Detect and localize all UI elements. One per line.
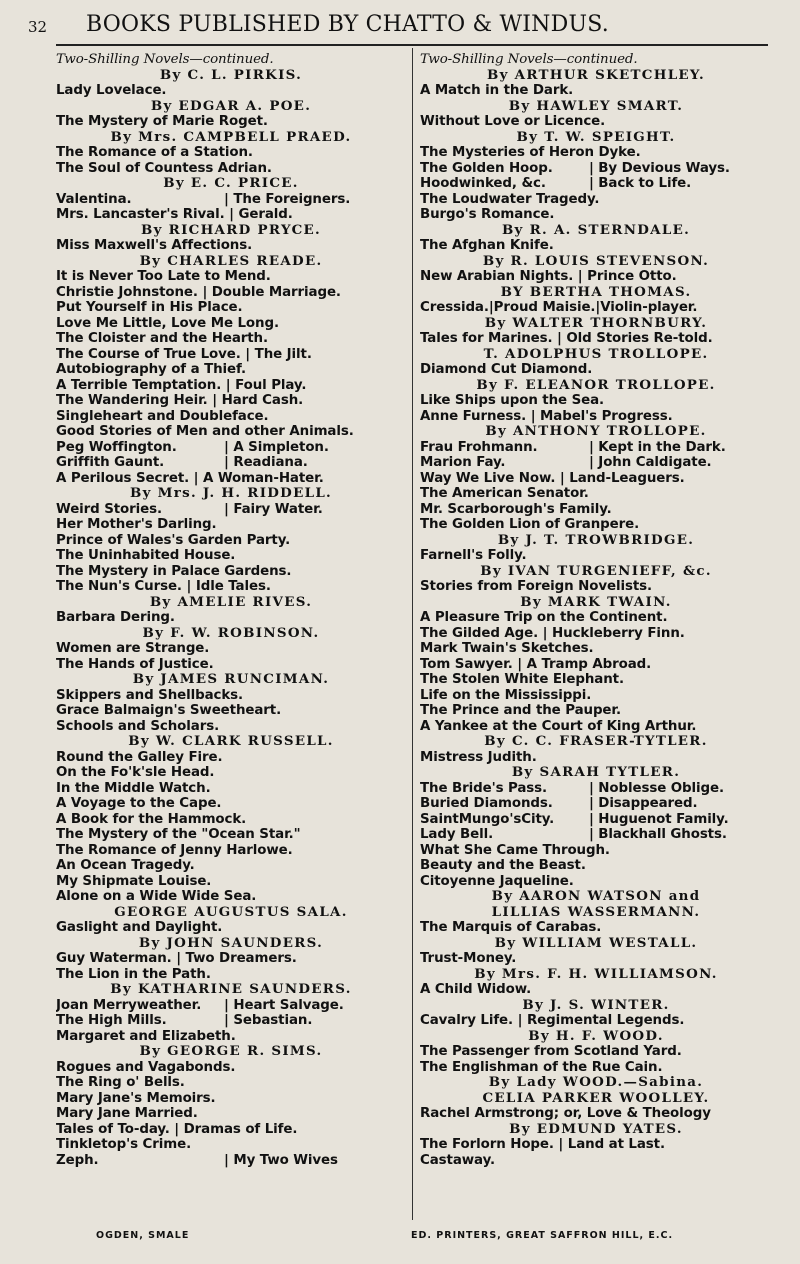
title-line: A Book for the Hammock. (56, 811, 247, 827)
title-line: Rachel Armstrong; or, Love & Theology (420, 1106, 711, 1121)
title-line: A Voyage to the Cape. (56, 796, 222, 811)
title-line: Mrs. Lancaster's Rival. | Gerald. (56, 207, 293, 222)
title-text: | The Foreigners. (224, 191, 351, 207)
title-line: Lady Lovelace. (56, 83, 167, 98)
title-line: Way We Live Now. | Land-Leaguers. (420, 470, 685, 486)
title-line: Gaslight and Daylight. (56, 920, 223, 935)
title-line: Cavalry Life. | Regimental Legends. (420, 1013, 685, 1028)
title-line: Tinkletop's Crime. (56, 1137, 192, 1152)
author-heading: By JAMES RUNCIMAN. (132, 672, 330, 687)
title-text: | My Two Wives (224, 1152, 338, 1168)
title-line: Rogues and Vagabonds. (56, 1059, 236, 1075)
title-line: Her Mother's Darling. (56, 517, 217, 532)
author-heading: By JOHN SAUNDERS. (138, 935, 324, 951)
author-heading: By H. F. WOOD. (528, 1028, 664, 1044)
title-line: The Forlorn Hope. | Land at Last. (420, 1137, 665, 1152)
footer-right: ED. PRINTERS, GREAT SAFFRON HILL, E.C. (411, 1230, 674, 1241)
title-line: Mark Twain's Sketches. (420, 641, 594, 656)
title-line: The American Senator. (420, 486, 589, 501)
title-pair-line (56, 192, 406, 208)
title-line: What She Came Through. (420, 842, 610, 858)
title-line: Mary Jane Married. (56, 1106, 198, 1121)
title-text: Peg Woffington. (56, 439, 177, 455)
title-line: Life on the Mississippi. (420, 687, 592, 703)
title-pair-line (420, 440, 772, 456)
title-text: | Kept in the Dark. (588, 439, 726, 455)
author-heading: By ANTHONY TROLLOPE. (485, 424, 707, 439)
author-heading: By RICHARD PRYCE. (141, 222, 321, 238)
title-pair-line (56, 998, 406, 1014)
title-line: Mr. Scarborough's Family. (420, 501, 612, 517)
title-text: Buried Diamonds. (420, 796, 553, 811)
title-line: Prince of Wales's Garden Party. (56, 532, 291, 548)
title-line: Burgo's Romance. (420, 207, 555, 222)
author-heading: By CHARLES READE. (139, 253, 323, 269)
title-line: The Romance of Jenny Harlowe. (56, 842, 293, 858)
title-line: The Lion in the Path. (56, 966, 211, 982)
title-pair-line (420, 796, 772, 812)
title-line: Stories from Foreign Novelists. (420, 579, 652, 594)
title-line: My Shipmate Louise. (56, 873, 212, 889)
author-heading: By AMELIE RIVES. (149, 594, 313, 610)
title-line: Good Stories of Men and other Animals. (56, 424, 354, 439)
title-text: | John Caldigate. (588, 455, 712, 470)
section-heading: Two-Shilling Novels—continued. (56, 52, 274, 67)
title-line: A Perilous Secret. | A Woman-Hater. (56, 470, 324, 486)
title-line: Mary Jane's Memoirs. (56, 1090, 216, 1106)
page-header (28, 0, 768, 40)
title-line: Schools and Scholars. (56, 718, 220, 734)
title-line: Autobiography of a Thief. (56, 362, 247, 377)
title-text: | Blackhall Ghosts. (588, 827, 727, 842)
title-line: Alone on a Wide Wide Sea. (56, 889, 257, 904)
title-text: Griffith Gaunt. (56, 455, 165, 470)
author-heading: By W. CLARK RUSSELL. (128, 734, 334, 749)
title-pair-line (56, 1013, 406, 1029)
author-heading: By F. W. ROBINSON. (142, 625, 320, 641)
title-pair-line (420, 827, 772, 843)
author-heading: By AARON WATSON and (491, 889, 701, 904)
title-line: A Pleasure Trip on the Continent. (420, 610, 668, 625)
title-line: The Gilded Age. | Huckleberry Finn. (420, 625, 685, 641)
title-line: The Mystery in Palace Gardens. (56, 563, 292, 579)
author-heading: By MARK TWAIN. (520, 594, 672, 610)
title-line: Round the Galley Fire. (56, 749, 223, 765)
title-text: | Heart Salvage. (224, 997, 344, 1013)
author-heading: By E. C. PRICE. (163, 176, 299, 191)
title-text: The Golden Hoop. (420, 160, 553, 176)
column-divider (412, 48, 413, 1220)
title-line: The Afghan Knife. (420, 238, 554, 253)
author-heading: BY BERTHA THOMAS. (500, 284, 692, 300)
author-heading: By R. A. STERNDALE. (501, 222, 691, 238)
author-heading: By KATHARINE SAUNDERS. (110, 982, 352, 997)
title-line: The Englishman of the Rue Cain. (420, 1059, 663, 1075)
title-line: Skippers and Shellbacks. (56, 687, 244, 703)
title-line: Tom Sawyer. | A Tramp Abroad. (420, 656, 652, 672)
author-heading: GEORGE AUGUSTUS SALA. (114, 904, 348, 920)
left-column (56, 52, 406, 1168)
title-line: Beauty and the Beast. (420, 858, 586, 873)
title-line: Love Me Little, Love Me Long. (56, 315, 279, 331)
title-text: SaintMungo'sCity. (420, 811, 555, 827)
title-line: Women are Strange. (56, 641, 210, 656)
footer-left: OGDEN, SMALE (96, 1230, 190, 1241)
title-line: Put Yourself in His Place. (56, 300, 243, 315)
title-line: Singleheart and Doubleface. (56, 408, 269, 424)
title-pair-line (420, 176, 772, 192)
author-heading: T. ADOLPHUS TROLLOPE. (483, 346, 709, 362)
title-line: New Arabian Nights. | Prince Otto. (420, 269, 677, 284)
author-heading: By T. W. SPEIGHT. (516, 129, 676, 145)
title-line: The Stolen White Elephant. (420, 672, 624, 687)
title-line: Miss Maxwell's Affections. (56, 238, 253, 253)
title-text: Lady Bell. (420, 827, 494, 842)
printer-footer (56, 1226, 772, 1246)
title-line: Guy Waterman. | Two Dreamers. (56, 951, 297, 966)
running-title: BOOKS PUBLISHED BY CHATTO & WINDUS. (86, 12, 609, 37)
author-heading: By ARTHUR SKETCHLEY. (486, 67, 706, 83)
title-line: Barbara Dering. (56, 610, 175, 625)
title-line: It is Never Too Late to Mend. (56, 269, 271, 284)
page-number: 32 (28, 18, 48, 36)
author-heading: By J. S. WINTER. (522, 997, 670, 1013)
title-pair-line (56, 440, 406, 456)
title-text: | Sebastian. (224, 1013, 313, 1028)
section-heading: Two-Shilling Novels—continued. (420, 52, 638, 67)
title-text: Frau Frohmann. (420, 439, 538, 455)
title-line: Without Love or Licence. (420, 114, 606, 129)
title-text: | Fairy Water. (224, 501, 323, 517)
title-line: The Marquis of Carabas. (420, 920, 602, 935)
title-line: Anne Furness. | Mabel's Progress. (420, 408, 673, 424)
title-pair-line (56, 455, 406, 471)
title-line: Cressida.|Proud Maisie.|Violin-player. (420, 300, 698, 315)
title-text: Valentina. (56, 191, 132, 207)
title-line: The Prince and the Pauper. (420, 703, 621, 718)
title-line: The Nun's Curse. | Idle Tales. (56, 579, 271, 594)
title-line: Christie Johnstone. | Double Marriage. (56, 284, 341, 300)
title-pair-line (56, 1153, 406, 1169)
title-line: The Passenger from Scotland Yard. (420, 1044, 682, 1059)
title-text: | Disappeared. (588, 796, 698, 811)
author-heading: By Mrs. J. H. RIDDELL. (129, 486, 332, 501)
title-text: The High Mills. (56, 1013, 167, 1028)
author-heading: By HAWLEY SMART. (508, 98, 684, 114)
title-line: A Match in the Dark. (420, 83, 574, 98)
author-heading: By WALTER THORNBURY. (484, 315, 708, 331)
title-line: Tales for Marines. | Old Stories Re-told. (420, 331, 713, 346)
author-heading: By Mrs. F. H. WILLIAMSON. (474, 966, 718, 982)
author-heading: By SARAH TYTLER. (511, 765, 681, 780)
title-pair-line (420, 455, 772, 471)
title-text: | Noblesse Oblige. (588, 780, 724, 796)
title-line: Trust-Money. (420, 951, 517, 966)
title-line: The Mystery of Marie Roget. (56, 114, 268, 129)
author-heading: By C. C. FRASER-TYTLER. (484, 734, 708, 749)
title-line: Grace Balmaign's Sweetheart. (56, 703, 282, 718)
title-line: An Ocean Tragedy. (56, 858, 195, 873)
title-line: Farnell's Folly. (420, 548, 527, 563)
title-text: Zeph. (56, 1152, 99, 1168)
title-line: The Romance of a Station. (56, 145, 253, 160)
title-pair-line (56, 502, 406, 518)
author-heading: By IVAN TURGENIEFF, &c. (480, 563, 712, 579)
title-line: The Course of True Love. | The Jilt. (56, 346, 312, 362)
title-line: The Uninhabited House. (56, 548, 236, 563)
title-text: | Back to Life. (588, 176, 692, 191)
title-line: A Terrible Temptation. | Foul Play. (56, 377, 307, 393)
title-line: A Yankee at the Court of King Arthur. (420, 718, 697, 734)
author-heading: By Mrs. CAMPBELL PRAED. (110, 129, 352, 145)
author-heading: By R. LOUIS STEVENSON. (482, 253, 710, 269)
title-line: The Cloister and the Hearth. (56, 331, 268, 346)
author-heading: By J. T. TROWBRIDGE. (497, 532, 695, 548)
author-heading: By Lady WOOD.—Sabina. (488, 1075, 704, 1090)
title-line: Citoyenne Jaqueline. (420, 873, 574, 889)
author-heading: By EDGAR A. POE. (150, 98, 312, 114)
title-pair-line (420, 812, 772, 828)
title-line: The Mysteries of Heron Dyke. (420, 145, 641, 160)
title-pair-line (420, 781, 772, 797)
title-line: Margaret and Elizabeth. (56, 1028, 236, 1044)
title-line: The Golden Lion of Granpere. (420, 517, 640, 532)
title-line: Like Ships upon the Sea. (420, 393, 605, 408)
author-heading: CELIA PARKER WOOLLEY. (482, 1090, 710, 1106)
header-rule (56, 44, 768, 46)
title-text: Weird Stories. (56, 501, 162, 517)
title-text: | Readiana. (224, 455, 308, 470)
author-heading: By EDMUND YATES. (509, 1121, 683, 1137)
author-heading: By GEORGE R. SIMS. (139, 1044, 323, 1059)
title-line: Diamond Cut Diamond. (420, 362, 593, 377)
title-line: Tales of To-day. | Dramas of Life. (56, 1121, 298, 1137)
title-line: The Soul of Countess Adrian. (56, 160, 272, 176)
author-heading: By F. ELEANOR TROLLOPE. (476, 377, 716, 393)
title-text: Marion Fay. (420, 455, 506, 470)
author-heading: By C. L. PIRKIS. (159, 67, 303, 83)
title-line: Mistress Judith. (420, 749, 537, 765)
title-text: | A Simpleton. (224, 439, 329, 455)
author-heading: LILLIAS WASSERMANN. (491, 904, 701, 920)
title-line: The Wandering Heir. | Hard Cash. (56, 393, 304, 408)
title-line: Castaway. (420, 1152, 495, 1168)
title-text: Joan Merryweather. (56, 997, 202, 1013)
title-line: On the Fo'k'sle Head. (56, 765, 215, 780)
title-line: A Child Widow. (420, 982, 532, 997)
title-text: | By Devious Ways. (588, 160, 730, 176)
title-line: The Loudwater Tragedy. (420, 191, 600, 207)
right-column (420, 52, 772, 1168)
author-heading: By WILLIAM WESTALL. (494, 935, 698, 951)
title-text: Hoodwinked, &c. (420, 176, 546, 191)
title-pair-line (420, 161, 772, 177)
title-line: In the Middle Watch. (56, 780, 211, 796)
title-line: The Hands of Justice. (56, 656, 214, 672)
title-text: | Huguenot Family. (588, 811, 729, 827)
title-line: The Ring o' Bells. (56, 1075, 185, 1090)
title-text: The Bride's Pass. (420, 780, 548, 796)
title-line: The Mystery of the "Ocean Star." (56, 827, 301, 842)
